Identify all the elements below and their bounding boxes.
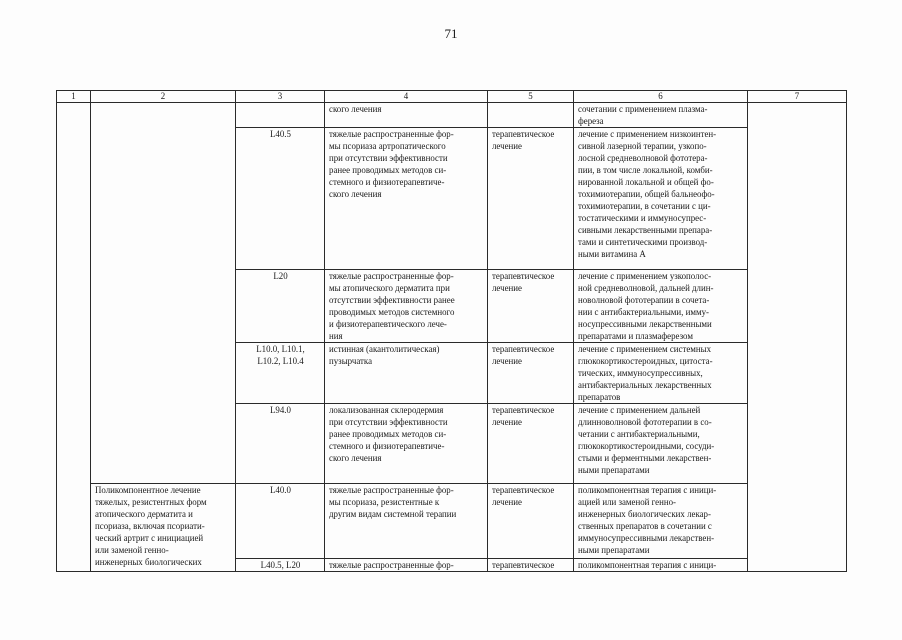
disease-cell: тяжелые распространенные фор- мы атопического дерматита при отсутствии эффективности ранее проводимых методов системного и физиотерапевтического лече- ния xyxy=(325,270,488,343)
table-row xyxy=(57,484,847,559)
disease-cell: тяжелые распространенные фор- мы псориаза, резистентные к другим видам системной терапии xyxy=(325,484,488,559)
disease-cell: истинная (акантолитическая) пузырчатка xyxy=(325,343,488,404)
treatment-method-cell: лечение с применением системных глюкокортикостероидных, цитоста- тических, иммуносупрессивных, антибактериальных лекарственных препаратов xyxy=(574,343,748,404)
treatment-type-cell: терапевтическое xyxy=(488,559,574,572)
icd-code-cell: L94.0 xyxy=(236,404,325,484)
col-header-4: 4 xyxy=(325,91,488,103)
group-label-cell xyxy=(91,103,236,484)
disease-cell: тяжелые распространенные фор- xyxy=(325,559,488,572)
treatment-method-cell: поликомпонентная терапия с иници- ацией или заменой генно- инженерных биологических лекар- ственных препаратов в сочетании с иммуносупрессивными лекарствен- ными препаратами xyxy=(574,484,748,559)
disease-cell: ского лечения xyxy=(325,103,488,128)
treatment-type-cell: терапевтическое лечение xyxy=(488,484,574,559)
treatment-type-cell xyxy=(488,103,574,128)
col1-cell xyxy=(57,103,91,572)
treatment-method-cell: поликомпонентная терапия с иници- xyxy=(574,559,748,572)
table-body xyxy=(57,103,847,572)
treatment-method-cell: сочетании с применением плазма- фереза xyxy=(574,103,748,128)
icd-code-cell xyxy=(236,103,325,128)
treatment-method-cell: лечение с применением дальней длинноволновой фототерапии в со- четании с антибактериальными, глюкокортикостероидными, сосуди- стыми и ферментными лекарствен- ными препаратами xyxy=(574,404,748,484)
icd-code-cell: L20 xyxy=(236,270,325,343)
treatment-type-cell: терапевтическое лечение xyxy=(488,270,574,343)
col-header-2: 2 xyxy=(91,91,236,103)
treatment-type-cell: терапевтическое лечение xyxy=(488,343,574,404)
header-row xyxy=(57,91,847,103)
col-header-1: 1 xyxy=(57,91,91,103)
col-header-3: 3 xyxy=(236,91,325,103)
col-header-6: 6 xyxy=(574,91,748,103)
group-label-cell: Поликомпонентное лечение тяжелых, резистентных форм атопического дерматита и псориаза, включая псориати- ческий артрит с инициацией или заменой генно- инженерных биологических xyxy=(91,484,236,572)
col-header-7: 7 xyxy=(748,91,847,103)
table-row xyxy=(57,103,847,128)
treatment-type-cell: терапевтическое лечение xyxy=(488,128,574,270)
treatment-type-cell: терапевтическое лечение xyxy=(488,404,574,484)
treatment-table xyxy=(56,90,847,572)
icd-code-cell: L10.0, L10.1, L10.2, L10.4 xyxy=(236,343,325,404)
treatment-method-cell: лечение с применением низкоинтен- сивной лазерной терапии, узкопо- лосной средневолновой фототера- пии, в том числе локальной, комби- нированной локальной и общей фо- тохимиотерапии, общей бальнеофо- тохимиотерапии, в сочетании с ци- тостатическими и иммуносупрес- сивными лекарственными препара- тами и синтетическими производ- ными витамина А xyxy=(574,128,748,270)
disease-cell: локализованная склеродермия при отсутствии эффективности ранее проводимых методов си- стемного и физиотерапевтиче- ского лечения xyxy=(325,404,488,484)
treatment-method-cell: лечение с применением узкополос- ной средневолновой, дальней длин- новолновой фототерапии в сочета- нии с антибактериальными, имму- носупрессивными лекарственными препаратами и плазмаферезом xyxy=(574,270,748,343)
icd-code-cell: L40.0 xyxy=(236,484,325,559)
col7-cell xyxy=(748,103,847,572)
col-header-5: 5 xyxy=(488,91,574,103)
icd-code-cell: L40.5 xyxy=(236,128,325,270)
icd-code-cell: L40.5, L20 xyxy=(236,559,325,572)
page-number: 71 xyxy=(444,26,458,41)
disease-cell: тяжелые распространенные фор- мы псориаза артропатического при отсутствии эффективности ранее проводимых методов си- стемного и физиотерапевтиче- ского лечения xyxy=(325,128,488,270)
